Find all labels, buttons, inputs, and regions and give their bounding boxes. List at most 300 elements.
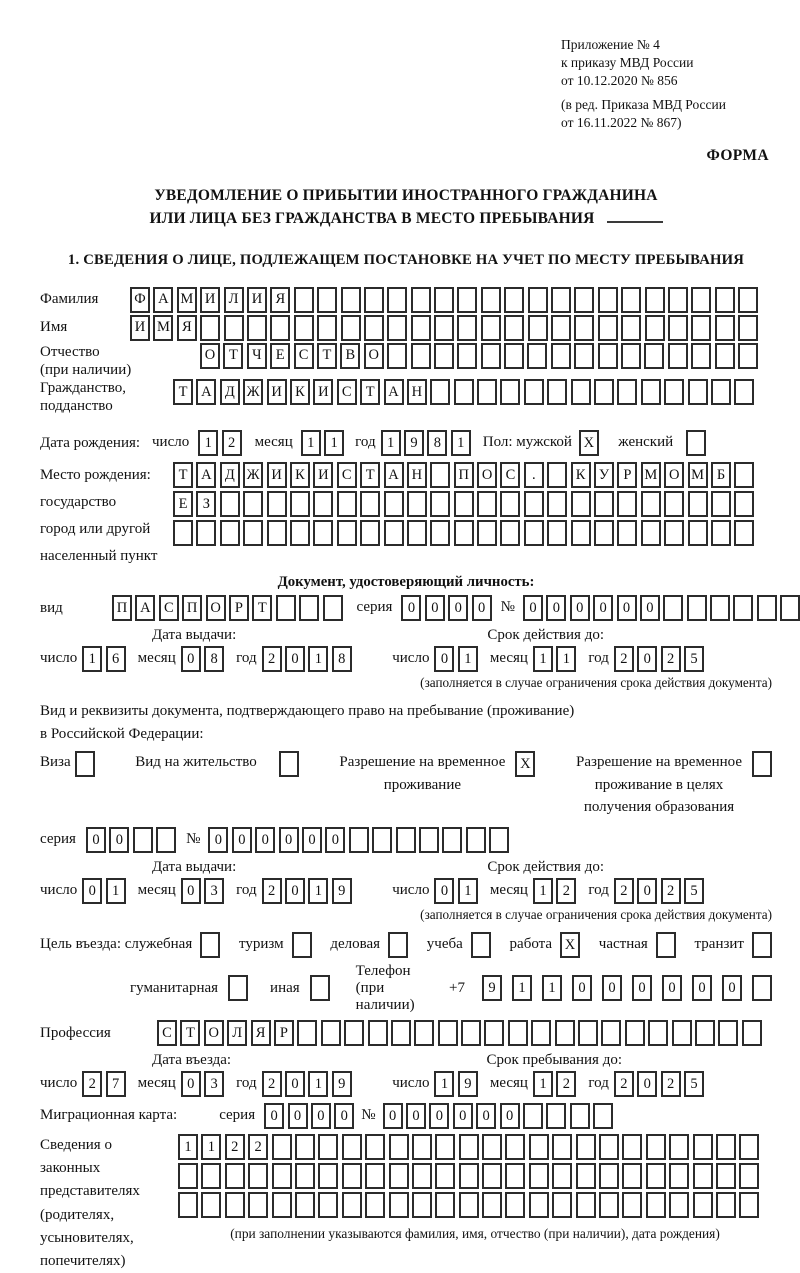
char-cell[interactable]: 0: [637, 1071, 657, 1097]
doc-kind-boxes[interactable]: [112, 595, 343, 621]
char-cell[interactable]: И: [313, 462, 333, 488]
char-cell[interactable]: [477, 520, 497, 546]
char-cell[interactable]: 0: [285, 646, 305, 672]
char-cell[interactable]: 2: [614, 646, 634, 672]
stay-day-boxes[interactable]: [434, 1071, 477, 1097]
char-cell[interactable]: 0: [602, 975, 622, 1001]
char-cell[interactable]: [412, 1163, 432, 1189]
char-cell[interactable]: 0: [279, 827, 299, 853]
char-cell[interactable]: [716, 1163, 736, 1189]
char-cell[interactable]: [617, 491, 637, 517]
char-cell[interactable]: [412, 1192, 432, 1218]
char-cell[interactable]: [547, 462, 567, 488]
char-cell[interactable]: [695, 1020, 715, 1046]
char-cell[interactable]: [622, 1163, 642, 1189]
char-cell[interactable]: [552, 1192, 572, 1218]
char-cell[interactable]: 2: [556, 1071, 576, 1097]
char-cell[interactable]: [505, 1163, 525, 1189]
char-cell[interactable]: [594, 491, 614, 517]
char-cell[interactable]: К: [290, 462, 310, 488]
char-cell[interactable]: Ф: [130, 287, 150, 313]
char-cell[interactable]: М: [688, 462, 708, 488]
char-cell[interactable]: 0: [434, 646, 454, 672]
char-cell[interactable]: [669, 1192, 689, 1218]
char-cell[interactable]: [435, 1192, 455, 1218]
char-cell[interactable]: [504, 287, 524, 313]
char-cell[interactable]: 2: [262, 1071, 282, 1097]
char-cell[interactable]: 8: [332, 646, 352, 672]
char-cell[interactable]: 0: [546, 595, 566, 621]
char-cell[interactable]: [691, 315, 711, 341]
char-cell[interactable]: А: [384, 462, 404, 488]
char-cell[interactable]: [477, 379, 497, 405]
birth-year-boxes[interactable]: [381, 430, 471, 456]
char-cell[interactable]: [524, 520, 544, 546]
residence-issue-month-boxes[interactable]: [181, 878, 224, 904]
char-cell[interactable]: [500, 520, 520, 546]
char-cell[interactable]: 1: [301, 430, 321, 456]
char-cell[interactable]: Л: [227, 1020, 247, 1046]
char-cell[interactable]: [599, 1192, 619, 1218]
char-cell[interactable]: 1: [324, 430, 344, 456]
char-cell[interactable]: 2: [262, 646, 282, 672]
char-cell[interactable]: 1: [178, 1134, 198, 1160]
char-cell[interactable]: [668, 315, 688, 341]
char-cell[interactable]: [693, 1134, 713, 1160]
char-cell[interactable]: [551, 343, 571, 369]
visa-checkbox[interactable]: [75, 751, 95, 777]
char-cell[interactable]: 0: [637, 646, 657, 672]
char-cell[interactable]: 0: [453, 1103, 473, 1129]
char-cell[interactable]: [466, 827, 486, 853]
char-cell[interactable]: [299, 595, 319, 621]
char-cell[interactable]: [156, 827, 176, 853]
validity-month-boxes[interactable]: [533, 646, 576, 672]
char-cell[interactable]: [430, 379, 450, 405]
char-cell[interactable]: [664, 491, 684, 517]
surname-boxes[interactable]: [130, 287, 758, 313]
birth-place-row1-boxes[interactable]: [173, 462, 754, 488]
char-cell[interactable]: [593, 1103, 613, 1129]
char-cell[interactable]: [384, 520, 404, 546]
char-cell[interactable]: Ж: [243, 379, 263, 405]
char-cell[interactable]: [734, 520, 754, 546]
char-cell[interactable]: [272, 1192, 292, 1218]
char-cell[interactable]: 0: [429, 1103, 449, 1129]
char-cell[interactable]: Р: [617, 462, 637, 488]
char-cell[interactable]: [547, 520, 567, 546]
char-cell[interactable]: 0: [334, 1103, 354, 1129]
char-cell[interactable]: [739, 1163, 759, 1189]
char-cell[interactable]: [529, 1163, 549, 1189]
sex-male-checkbox[interactable]: X: [579, 430, 599, 456]
char-cell[interactable]: [364, 287, 384, 313]
char-cell[interactable]: [342, 1134, 362, 1160]
char-cell[interactable]: [718, 1020, 738, 1046]
char-cell[interactable]: [641, 520, 661, 546]
char-cell[interactable]: 1: [533, 878, 553, 904]
char-cell[interactable]: [389, 1163, 409, 1189]
char-cell[interactable]: 1: [106, 878, 126, 904]
char-cell[interactable]: 5: [684, 646, 704, 672]
char-cell[interactable]: [688, 491, 708, 517]
char-cell[interactable]: [757, 595, 777, 621]
char-cell[interactable]: 0: [637, 878, 657, 904]
char-cell[interactable]: 0: [109, 827, 129, 853]
char-cell[interactable]: [752, 975, 772, 1001]
char-cell[interactable]: Р: [229, 595, 249, 621]
char-cell[interactable]: С: [500, 462, 520, 488]
char-cell[interactable]: 9: [458, 1071, 478, 1097]
char-cell[interactable]: [622, 1134, 642, 1160]
char-cell[interactable]: 0: [572, 975, 592, 1001]
char-cell[interactable]: [691, 343, 711, 369]
char-cell[interactable]: [454, 379, 474, 405]
char-cell[interactable]: [317, 315, 337, 341]
char-cell[interactable]: [646, 1134, 666, 1160]
char-cell[interactable]: 1: [381, 430, 401, 456]
char-cell[interactable]: [434, 315, 454, 341]
residence-series-boxes[interactable]: [86, 827, 176, 853]
char-cell[interactable]: [294, 287, 314, 313]
char-cell[interactable]: [693, 1163, 713, 1189]
validity-year-boxes[interactable]: [614, 646, 704, 672]
char-cell[interactable]: 8: [204, 646, 224, 672]
char-cell[interactable]: 0: [288, 1103, 308, 1129]
char-cell[interactable]: 0: [523, 595, 543, 621]
char-cell[interactable]: [576, 1192, 596, 1218]
char-cell[interactable]: [317, 287, 337, 313]
char-cell[interactable]: М: [641, 462, 661, 488]
char-cell[interactable]: [267, 520, 287, 546]
char-cell[interactable]: [523, 1103, 543, 1129]
char-cell[interactable]: [407, 491, 427, 517]
char-cell[interactable]: А: [135, 595, 155, 621]
char-cell[interactable]: [711, 491, 731, 517]
patronymic-boxes[interactable]: [200, 343, 758, 369]
char-cell[interactable]: [365, 1163, 385, 1189]
char-cell[interactable]: [529, 1192, 549, 1218]
char-cell[interactable]: [442, 827, 462, 853]
issue-year-boxes[interactable]: [262, 646, 352, 672]
char-cell[interactable]: Е: [173, 491, 193, 517]
residence-issue-day-boxes[interactable]: [82, 878, 125, 904]
char-cell[interactable]: П: [182, 595, 202, 621]
char-cell[interactable]: [434, 343, 454, 369]
char-cell[interactable]: 0: [302, 827, 322, 853]
char-cell[interactable]: [372, 827, 392, 853]
char-cell[interactable]: [594, 520, 614, 546]
char-cell[interactable]: [276, 595, 296, 621]
char-cell[interactable]: 0: [476, 1103, 496, 1129]
residence-validity-day-boxes[interactable]: [434, 878, 477, 904]
char-cell[interactable]: [196, 520, 216, 546]
char-cell[interactable]: [457, 343, 477, 369]
char-cell[interactable]: 0: [434, 878, 454, 904]
char-cell[interactable]: [365, 1192, 385, 1218]
char-cell[interactable]: И: [267, 379, 287, 405]
char-cell[interactable]: А: [153, 287, 173, 313]
char-cell[interactable]: 0: [285, 878, 305, 904]
char-cell[interactable]: [598, 343, 618, 369]
char-cell[interactable]: 9: [332, 878, 352, 904]
char-cell[interactable]: [321, 1020, 341, 1046]
char-cell[interactable]: Т: [180, 1020, 200, 1046]
char-cell[interactable]: [411, 315, 431, 341]
char-cell[interactable]: 1: [451, 430, 471, 456]
legal-reps-row2-boxes[interactable]: [178, 1163, 772, 1189]
char-cell[interactable]: Р: [274, 1020, 294, 1046]
given-name-boxes[interactable]: [130, 315, 758, 341]
char-cell[interactable]: [551, 287, 571, 313]
char-cell[interactable]: 1: [82, 646, 102, 672]
char-cell[interactable]: 0: [232, 827, 252, 853]
purpose-private-checkbox[interactable]: [656, 932, 676, 958]
char-cell[interactable]: 6: [106, 646, 126, 672]
char-cell[interactable]: [396, 827, 416, 853]
char-cell[interactable]: 0: [425, 595, 445, 621]
char-cell[interactable]: [482, 1134, 502, 1160]
char-cell[interactable]: 1: [308, 646, 328, 672]
char-cell[interactable]: [508, 1020, 528, 1046]
char-cell[interactable]: 0: [500, 1103, 520, 1129]
char-cell[interactable]: [734, 462, 754, 488]
char-cell[interactable]: С: [294, 343, 314, 369]
char-cell[interactable]: [500, 379, 520, 405]
char-cell[interactable]: 2: [614, 1071, 634, 1097]
char-cell[interactable]: П: [454, 462, 474, 488]
char-cell[interactable]: [482, 1163, 502, 1189]
char-cell[interactable]: [295, 1134, 315, 1160]
char-cell[interactable]: [454, 520, 474, 546]
char-cell[interactable]: Т: [360, 379, 380, 405]
char-cell[interactable]: [641, 379, 661, 405]
stay-year-boxes[interactable]: [614, 1071, 704, 1097]
char-cell[interactable]: 5: [684, 878, 704, 904]
char-cell[interactable]: [313, 520, 333, 546]
char-cell[interactable]: Т: [173, 462, 193, 488]
char-cell[interactable]: [295, 1192, 315, 1218]
char-cell[interactable]: 0: [640, 595, 660, 621]
char-cell[interactable]: [710, 595, 730, 621]
char-cell[interactable]: [220, 491, 240, 517]
legal-reps-row3-boxes[interactable]: [178, 1192, 772, 1218]
issue-day-boxes[interactable]: [82, 646, 125, 672]
char-cell[interactable]: [411, 343, 431, 369]
char-cell[interactable]: 2: [225, 1134, 245, 1160]
char-cell[interactable]: [646, 1192, 666, 1218]
temp-residence-edu-checkbox[interactable]: [752, 751, 772, 777]
char-cell[interactable]: [414, 1020, 434, 1046]
residence-validity-month-boxes[interactable]: [533, 878, 576, 904]
char-cell[interactable]: [318, 1163, 338, 1189]
char-cell[interactable]: [599, 1163, 619, 1189]
char-cell[interactable]: [711, 520, 731, 546]
char-cell[interactable]: 0: [181, 1071, 201, 1097]
char-cell[interactable]: [407, 520, 427, 546]
char-cell[interactable]: [323, 595, 343, 621]
char-cell[interactable]: [576, 1163, 596, 1189]
char-cell[interactable]: 0: [617, 595, 637, 621]
char-cell[interactable]: 1: [458, 878, 478, 904]
char-cell[interactable]: [364, 315, 384, 341]
char-cell[interactable]: [365, 1134, 385, 1160]
char-cell[interactable]: [248, 1163, 268, 1189]
char-cell[interactable]: [178, 1163, 198, 1189]
char-cell[interactable]: 2: [661, 878, 681, 904]
char-cell[interactable]: [621, 315, 641, 341]
char-cell[interactable]: К: [571, 462, 591, 488]
char-cell[interactable]: 1: [542, 975, 562, 1001]
char-cell[interactable]: [617, 520, 637, 546]
temp-residence-checkbox[interactable]: X: [515, 751, 535, 777]
char-cell[interactable]: [664, 379, 684, 405]
char-cell[interactable]: [531, 1020, 551, 1046]
char-cell[interactable]: 1: [512, 975, 532, 1001]
char-cell[interactable]: 1: [556, 646, 576, 672]
char-cell[interactable]: [688, 379, 708, 405]
char-cell[interactable]: 1: [434, 1071, 454, 1097]
char-cell[interactable]: [337, 520, 357, 546]
char-cell[interactable]: [668, 287, 688, 313]
char-cell[interactable]: [484, 1020, 504, 1046]
char-cell[interactable]: [133, 827, 153, 853]
char-cell[interactable]: [384, 491, 404, 517]
char-cell[interactable]: С: [337, 379, 357, 405]
char-cell[interactable]: П: [112, 595, 132, 621]
char-cell[interactable]: [438, 1020, 458, 1046]
char-cell[interactable]: В: [340, 343, 360, 369]
char-cell[interactable]: [598, 315, 618, 341]
char-cell[interactable]: [297, 1020, 317, 1046]
char-cell[interactable]: Т: [252, 595, 272, 621]
char-cell[interactable]: 9: [404, 430, 424, 456]
char-cell[interactable]: [243, 520, 263, 546]
char-cell[interactable]: [341, 287, 361, 313]
char-cell[interactable]: [546, 1103, 566, 1129]
char-cell[interactable]: [419, 827, 439, 853]
char-cell[interactable]: 0: [285, 1071, 305, 1097]
char-cell[interactable]: [481, 343, 501, 369]
purpose-other-checkbox[interactable]: [310, 975, 330, 1001]
char-cell[interactable]: [389, 1192, 409, 1218]
char-cell[interactable]: [715, 287, 735, 313]
char-cell[interactable]: 1: [458, 646, 478, 672]
char-cell[interactable]: [248, 1192, 268, 1218]
char-cell[interactable]: [411, 287, 431, 313]
entry-day-boxes[interactable]: [82, 1071, 125, 1097]
char-cell[interactable]: [430, 491, 450, 517]
purpose-work-checkbox[interactable]: X: [560, 932, 580, 958]
legal-reps-row1-boxes[interactable]: [178, 1134, 772, 1160]
char-cell[interactable]: 1: [308, 1071, 328, 1097]
char-cell[interactable]: [435, 1134, 455, 1160]
char-cell[interactable]: И: [247, 287, 267, 313]
char-cell[interactable]: [574, 315, 594, 341]
char-cell[interactable]: [570, 1103, 590, 1129]
char-cell[interactable]: 0: [593, 595, 613, 621]
char-cell[interactable]: Н: [407, 462, 427, 488]
char-cell[interactable]: [344, 1020, 364, 1046]
char-cell[interactable]: Т: [317, 343, 337, 369]
char-cell[interactable]: [387, 315, 407, 341]
char-cell[interactable]: [201, 1163, 221, 1189]
char-cell[interactable]: К: [290, 379, 310, 405]
char-cell[interactable]: [734, 491, 754, 517]
purpose-tourism-checkbox[interactable]: [292, 932, 312, 958]
char-cell[interactable]: И: [200, 287, 220, 313]
char-cell[interactable]: [459, 1163, 479, 1189]
migration-number-boxes[interactable]: [383, 1103, 614, 1129]
char-cell[interactable]: 0: [255, 827, 275, 853]
purpose-humanitarian-checkbox[interactable]: [228, 975, 248, 1001]
char-cell[interactable]: [290, 520, 310, 546]
validity-day-boxes[interactable]: [434, 646, 477, 672]
char-cell[interactable]: [734, 379, 754, 405]
char-cell[interactable]: [528, 315, 548, 341]
entry-month-boxes[interactable]: [181, 1071, 224, 1097]
char-cell[interactable]: [272, 1163, 292, 1189]
char-cell[interactable]: И: [267, 462, 287, 488]
char-cell[interactable]: [625, 1020, 645, 1046]
char-cell[interactable]: [360, 491, 380, 517]
char-cell[interactable]: [552, 1163, 572, 1189]
char-cell[interactable]: [477, 491, 497, 517]
char-cell[interactable]: [387, 287, 407, 313]
char-cell[interactable]: А: [196, 379, 216, 405]
char-cell[interactable]: Я: [251, 1020, 271, 1046]
char-cell[interactable]: [272, 1134, 292, 1160]
char-cell[interactable]: [290, 491, 310, 517]
birth-place-row2-boxes[interactable]: [173, 491, 754, 517]
char-cell[interactable]: [574, 343, 594, 369]
char-cell[interactable]: .: [524, 462, 544, 488]
char-cell[interactable]: 1: [308, 878, 328, 904]
char-cell[interactable]: Д: [220, 379, 240, 405]
char-cell[interactable]: [200, 315, 220, 341]
char-cell[interactable]: [601, 1020, 621, 1046]
char-cell[interactable]: [201, 1192, 221, 1218]
char-cell[interactable]: [454, 491, 474, 517]
char-cell[interactable]: [687, 595, 707, 621]
char-cell[interactable]: [457, 315, 477, 341]
char-cell[interactable]: Е: [270, 343, 290, 369]
char-cell[interactable]: О: [477, 462, 497, 488]
char-cell[interactable]: [220, 520, 240, 546]
char-cell[interactable]: 0: [570, 595, 590, 621]
char-cell[interactable]: [267, 491, 287, 517]
purpose-transit-checkbox[interactable]: [752, 932, 772, 958]
char-cell[interactable]: [505, 1134, 525, 1160]
char-cell[interactable]: [669, 1134, 689, 1160]
char-cell[interactable]: [641, 491, 661, 517]
char-cell[interactable]: О: [200, 343, 220, 369]
char-cell[interactable]: 1: [201, 1134, 221, 1160]
char-cell[interactable]: [547, 491, 567, 517]
char-cell[interactable]: [349, 827, 369, 853]
char-cell[interactable]: [178, 1192, 198, 1218]
char-cell[interactable]: 0: [632, 975, 652, 1001]
char-cell[interactable]: [715, 343, 735, 369]
char-cell[interactable]: [716, 1134, 736, 1160]
char-cell[interactable]: [578, 1020, 598, 1046]
char-cell[interactable]: [434, 287, 454, 313]
char-cell[interactable]: 1: [533, 646, 553, 672]
char-cell[interactable]: [691, 287, 711, 313]
residence-permit-checkbox[interactable]: [279, 751, 299, 777]
char-cell[interactable]: [435, 1163, 455, 1189]
char-cell[interactable]: [576, 1134, 596, 1160]
